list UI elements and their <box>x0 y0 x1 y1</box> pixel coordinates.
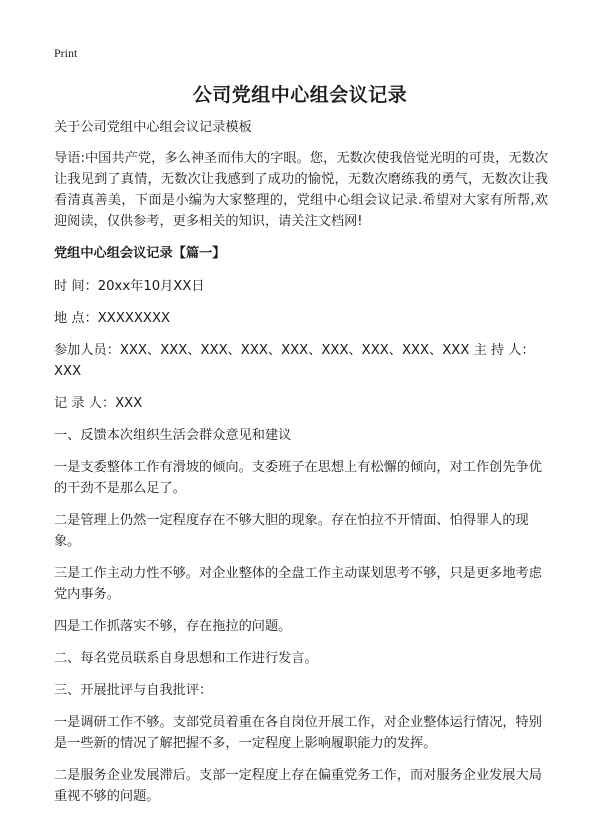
meeting-participants: 参加人员：XXX、XXX、XXX、XXX、XXX、XXX、XXX、XXX、XXX 主 持 人：XXX <box>54 343 535 379</box>
intro-paragraph: 导语:中国共产党，多么神圣而伟大的字眼。您，无数次使我倍觉光明的可贵，无数次让我见到了真情，无数次让我感到了成功的愉悦，无数次磨练我的勇气，无数次让我看清真善美，下面是小编为大家整理的，党组中心组会议记录.希望对大家有所帮,欢迎阅读，仅供参考，更多相关的知识，请关注文档网! <box>54 151 548 229</box>
meeting-recorder: 记 录 人：XXX <box>54 396 143 411</box>
document-title: 公司党组中心组会议记录 <box>192 84 408 106</box>
item3-paragraph-2: 二是服务企业发展滞后。支部一定程度上存在偏重党务工作，而对服务企业发展大局重视不够的问题。 <box>54 768 542 804</box>
meeting-place: 地 点：XXXXXXXX <box>54 311 171 326</box>
item2-heading: 二、每名党员联系自身思想和工作进行发言。 <box>54 651 318 666</box>
document-subtitle: 关于公司党组中心组会议记录模板 <box>54 120 252 135</box>
item3-paragraph-1: 一是调研工作不够。支部党员着重在各自岗位开展工作，对企业整体运行情况，特别是一些新的情况了解把握不多，一定程度上影响履职能力的发挥。 <box>54 715 542 751</box>
item1-paragraph-1: 一是支委整体工作有滑坡的倾向。支委班子在思想上有松懈的倾向，对工作创先争优的干劲不是那么足了。 <box>54 460 542 496</box>
item1-paragraph-2: 二是管理上仍然一定程度存在不够大胆的现象。存在怕拉不开情面、怕得罪人的现象。 <box>54 513 529 549</box>
document-body <box>54 117 548 818</box>
item1-paragraph-3: 三是工作主动力性不够。对企业整体的全盘工作主动谋划思考不够，只是更多地考虑党内事务。 <box>54 566 542 602</box>
print-label: Print <box>54 46 78 60</box>
meeting-time: 时 间：20xx年10月XX日 <box>54 279 205 294</box>
section-heading: 党组中心组会议记录【篇一】 <box>54 246 226 261</box>
item3-heading: 三、开展批评与自我批评： <box>54 683 213 698</box>
item1-heading: 一、反馈本次组织生活会群众意见和建议 <box>54 428 292 443</box>
item1-paragraph-4: 四是工作抓落实不够，存在拖拉的问题。 <box>54 619 292 634</box>
